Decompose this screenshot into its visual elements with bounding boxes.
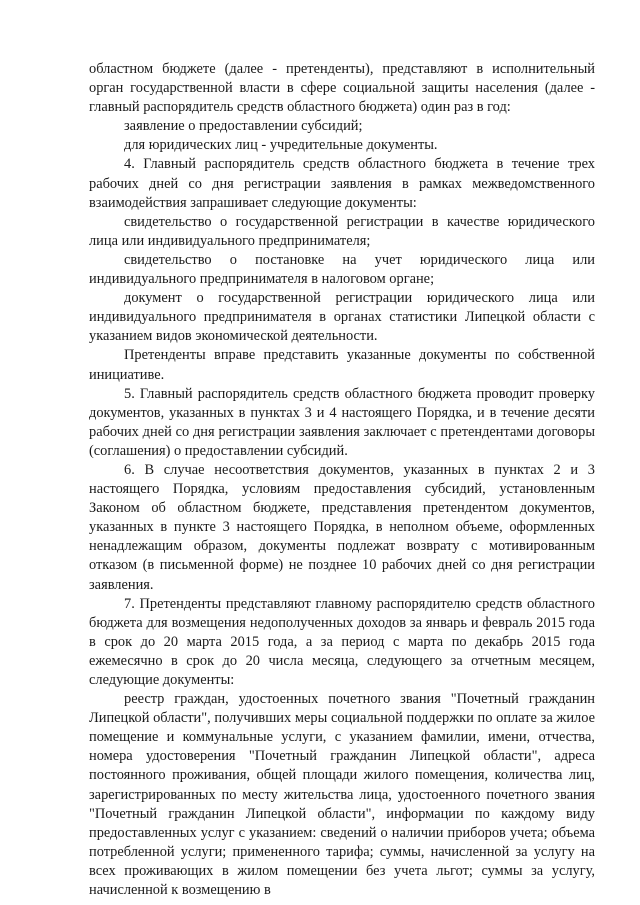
paragraph-tax-registration: свидетельство о постановке на учет юридического лица или индивидуального предпринимателя в налоговом органе; bbox=[89, 251, 595, 288]
paragraph-founding-documents-item: для юридических лиц - учредительные документы. bbox=[124, 137, 438, 154]
paragraph-own-initiative: Претенденты вправе представить указанные документы по собственной инициативе. bbox=[89, 347, 595, 383]
paragraph-continuation: областном бюджете (далее - претенденты), представляют в исполнительный орган государственной власти в сфере социальной защиты населения (далее - главный распорядитель средств областного бюджета) один раз в год: bbox=[89, 61, 595, 116]
paragraph-citizens-register: реестр граждан, удостоенных почетного звания "Почетный гражданин Липецкой области", получивших меры социальной поддержки по оплате за жилое помещение и коммунальные услуги, с указанием фамилии, имени, отчества, номера удостоверения "Почетный гражданин Липецкой области", адреса постоянного проживания, общей площади жилого помещения, количества лиц, зарегистрированных по месту жительства лица, удостоенного почетного звания "Почетный гражданин Липецкой области", информации по каждому виду предоставленных услуг с указанием: сведений о наличии приборов учета; объема потребленной услуги; примененного тарифа; суммы, начисленной за услугу на всех проживающих в жилом помещении без учета льгот; суммы за услугу, начисленной к возмещению в bbox=[89, 691, 595, 899]
paragraph-clause-4: 4. Главный распорядитель средств областного бюджета в течение трех рабочих дней со дня регистрации заявления в рамках межведомственного взаимодействия запрашивает следующие документы: bbox=[89, 156, 595, 211]
paragraph-statistics-document: документ о государственной регистрации юридического лица или индивидуального предпринимателя в органах статистики Липецкой области с указанием видов экономической деятельности. bbox=[89, 290, 595, 345]
paragraph-application-item: заявление о предоставлении субсидий; bbox=[124, 118, 363, 135]
paragraph-clause-5: 5. Главный распорядитель средств областного бюджета проводит проверку документов, указанных в пунктах 3 и 4 настоящего Порядка, и в течение десяти рабочих дней со дня регистрации заявления заключает с претендентами договоры (соглашения) о предоставлении субсидий. bbox=[89, 385, 595, 459]
paragraph-clause-6: 6. В случае несоответствия документов, указанных в пунктах 2 и 3 настоящего Порядка, условиям предоставления субсидий, установленным Законом об областном бюджете, представления претендентом документов, указанных в пункте 3 настоящего Порядка, в неполном объеме, оформленных ненадлежащим образом, документы подлежат возврату с мотивированным отказом (в письменной форме) не позднее 10 рабочих дней со дня регистрации заявления. bbox=[89, 461, 595, 593]
paragraph-clause-7: 7. Претенденты представляют главному распорядителю средств областного бюджета для возмещения недополученных доходов за январь и февраль 2015 года в срок до 20 марта 2015 года, а за период с марта по декабрь 2015 года ежемесячно в срок до 20 числа месяца, следующего за отчетным месяцем, следующие документы: bbox=[89, 595, 595, 688]
paragraph-registration-certificate: свидетельство о государственной регистрации в качестве юридического лица или индивидуального предпринимателя; bbox=[89, 213, 595, 249]
document-body bbox=[89, 60, 595, 900]
